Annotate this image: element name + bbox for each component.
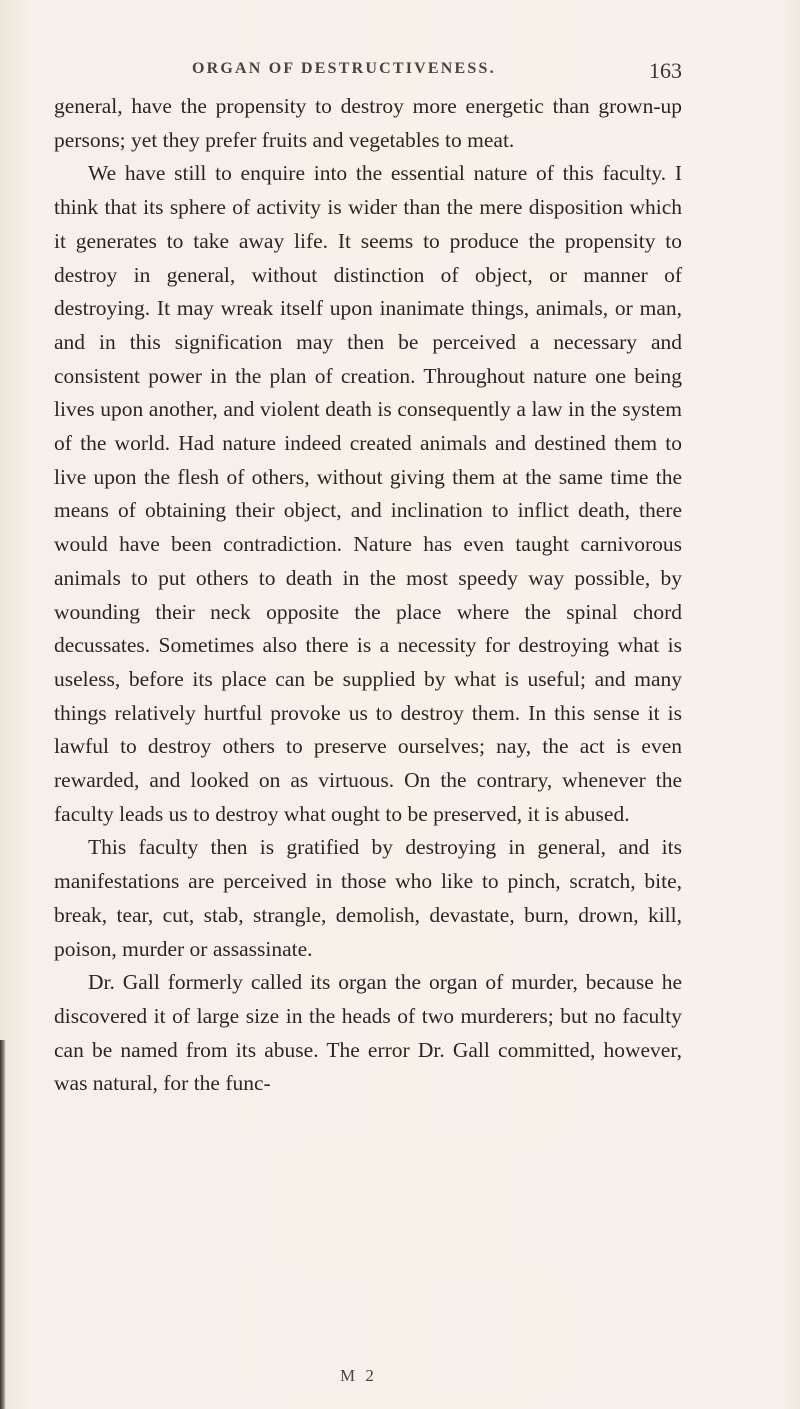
body-text	[54, 90, 682, 1101]
page-number: 163	[649, 58, 682, 83]
running-title: ORGAN OF DESTRUCTIVENESS.	[192, 60, 496, 77]
paragraph-continued: general, have the propensity to destroy more energetic than grown-up persons; yet they prefer fruits and vegetables to meat.	[54, 94, 682, 152]
paragraph: We have still to enquire into the essential nature of this faculty. I think that its sphere of activity is wider than the mere disposition which it generates to take away life. It seems to produce the propensity to destroy in general, without distinction of object, or manner of destroying. It may wreak itself upon inanimate things, animals, or man, and in this signification may then be perceived a necessary and consistent power in the plan of creation. Throughout nature one being lives upon another, and violent death is consequently a law in the system of the world. Had nature indeed created animals and destined them to live upon the flesh of others, without giving them at the same time the means of obtaining their object, and inclination to inflict death, there would have been contradiction. Nature has even taught carnivorous animals to put others to death in the most speedy way possible, by wounding their neck opposite the place where the spinal chord decussates. Sometimes also there is a necessity for destroying what is useless, before its place can be supplied by what is useful; and many things relatively hurtful provoke us to destroy them. In this sense it is lawful to destroy others to preserve ourselves; nay, the act is even rewarded, and looked on as virtuous. On the contrary, whenever the faculty leads us to destroy what ought to be preserved, it is abused.	[54, 161, 682, 826]
paragraph: Dr. Gall formerly called its organ the organ of murder, because he discovered it of large size in the heads of two murderers; but no faculty can be named from its abuse. The error Dr. Gall committed, however, was natural, for the func-	[54, 970, 682, 1096]
page-gutter-shadow	[0, 1040, 6, 1409]
paragraph: This faculty then is gratified by destroying in general, and its manifestations are perceived in those who like to pinch, scratch, bite, break, tear, cut, stab, strangle, demolish, devastate, burn, drown, kill, poison, murder or assassinate.	[54, 835, 682, 961]
running-head	[192, 58, 682, 86]
signature-mark: M 2	[340, 1366, 377, 1385]
